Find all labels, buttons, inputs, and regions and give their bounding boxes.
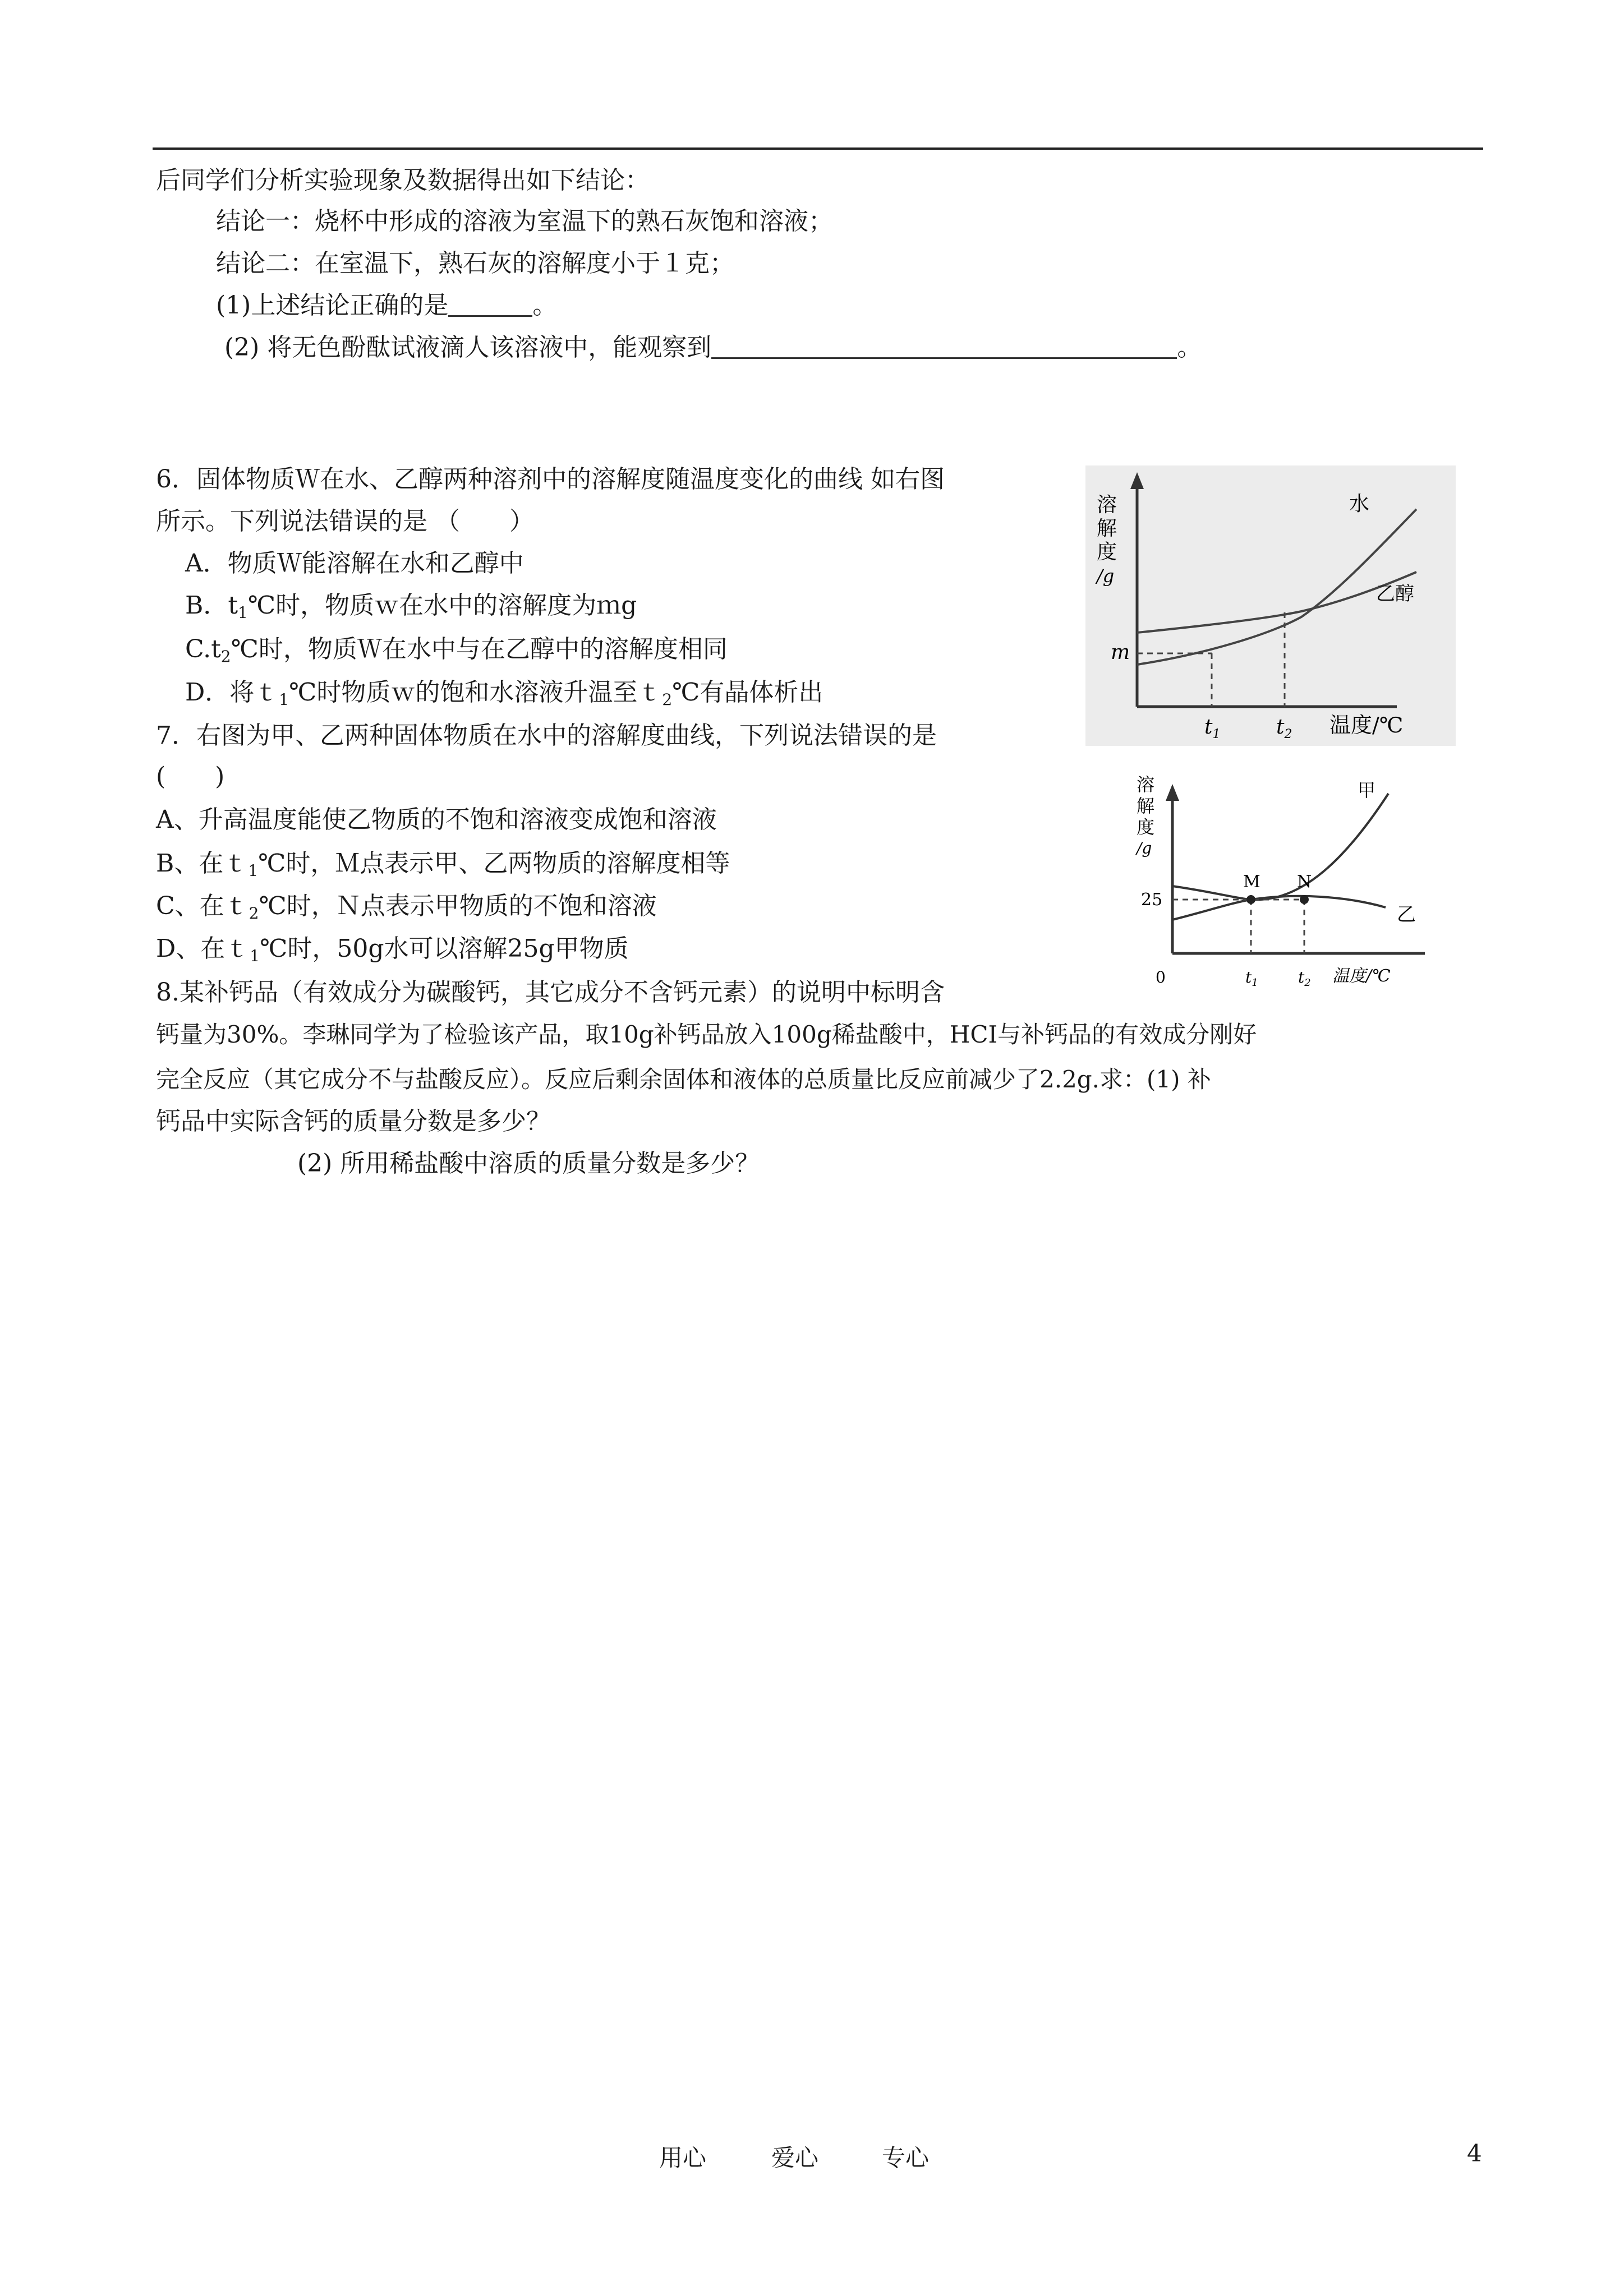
q6-water-label: 水: [1349, 492, 1370, 515]
q6-ylabel-2: 解: [1097, 517, 1117, 540]
q7-option-b-pre: B、在ｔ: [156, 849, 249, 878]
question-5-1-text: (1)上述结论正确的是: [216, 291, 449, 320]
q6-option-d-pre: D．将ｔ: [185, 678, 279, 707]
header-rule: [153, 147, 1483, 150]
q7-solubility-figure: [1133, 768, 1447, 998]
conclusion-2: 结论二：在室温下，熟石灰的溶解度小于１克；: [216, 249, 734, 278]
q7-stem-line2: ( ): [156, 762, 225, 791]
section5-intro: 后同学们分析实验现象及数据得出如下结论：: [156, 166, 650, 195]
q7-y25-label: 25: [1141, 890, 1163, 910]
question-5-2: [224, 331, 1202, 365]
answer-blank-5-1[interactable]: [448, 291, 532, 317]
answer-blank-5-2[interactable]: [711, 333, 1177, 359]
footer-slogan-2: 爱心: [771, 2144, 819, 2171]
q7-option-b: [156, 847, 730, 888]
q6-ylabel-4: /g: [1097, 565, 1115, 587]
q7-n-label: N: [1297, 872, 1312, 892]
q7-y-arrow: [1166, 784, 1179, 801]
q6-m-label: m: [1111, 641, 1130, 664]
q6-figure-background: [1085, 465, 1456, 746]
q7-stem-line1: 7．右图为甲、乙两种固体物质在水中的溶解度曲线，下列说法错误的是: [156, 721, 937, 750]
q7-option-a: A、升高温度能使乙物质的不饱和溶液变成饱和溶液: [156, 805, 717, 834]
q8-line4: 钙品中实际含钙的质量分数是多少？: [156, 1107, 551, 1136]
q6-ylabel-1: 溶: [1097, 494, 1117, 517]
footer-slogan-1: 用心: [659, 2144, 707, 2171]
q7-ylabel-3: 度: [1137, 817, 1155, 838]
q6-option-a: A．物质Ｗ能溶解在水和乙醇中: [185, 549, 524, 578]
q6-xlabel: 温度/℃: [1329, 713, 1404, 737]
q6-t1-label: $t_1$: [1204, 716, 1221, 741]
q8-line2: 钙量为30%。李琳同学为了检验该产品，取10g补钙品放入100g稀盐酸中，HCI与补钙品的有效成分刚好: [156, 1021, 1257, 1048]
q7-option-b-sub: 1: [248, 861, 259, 880]
q6-option-b-pre: B．t: [185, 591, 238, 620]
q7-option-c-sub: 2: [249, 904, 259, 923]
q7-jia-curve: [1172, 794, 1388, 900]
q7-option-d-post: ℃时，50g水可以溶解25g甲物质: [260, 934, 629, 963]
q6-option-c-pre: C.t: [185, 635, 221, 663]
q7-xlabel: 温度/℃: [1332, 966, 1391, 986]
question-5-2-text: (2) 将无色酚酞试液滴人该溶液中，能观察到: [224, 333, 712, 362]
footer-slogan-3: 专心: [882, 2144, 930, 2171]
q7-ylabel-4: /g: [1137, 839, 1152, 857]
q6-t2-label: $t_2$: [1276, 716, 1292, 741]
q6-option-b-sub: 1: [238, 603, 248, 622]
conclusion-1: 结论一：烧杯中形成的溶液为室温下的熟石灰饱和溶液；: [216, 207, 833, 236]
q6-ylabel-3: 度: [1097, 541, 1117, 564]
q6-option-d-mid: ℃时物质ｗ的饱和水溶液升温至ｔ: [289, 678, 663, 707]
q6-option-b-post: ℃时，物质ｗ在水中的溶解度为ｍg: [247, 591, 637, 620]
q8-line3: 完全反应（其它成分不与盐酸反应）。反应后剩余固体和液体的总质量比反应前减少了2.2g.求：(1) 补: [156, 1066, 1211, 1093]
q6-ethanol-label: 乙醇: [1376, 583, 1414, 605]
q7-option-b-post: ℃时，Ｍ点表示甲、乙两物质的溶解度相等: [258, 849, 730, 878]
q7-origin-label: 0: [1156, 968, 1166, 986]
q7-option-d-sub: 1: [250, 947, 260, 965]
q7-option-c-pre: C、在ｔ: [156, 892, 249, 920]
q6-option-d-post: ℃有晶体析出: [672, 678, 823, 707]
question-5-1-end: 。: [532, 291, 558, 320]
q7-jia-label: 甲: [1358, 780, 1376, 801]
q8-line5: (2) 所用稀盐酸中溶质的质量分数是多少？: [297, 1149, 760, 1178]
q7-option-c: [156, 889, 657, 930]
q7-point-m: [1246, 895, 1255, 904]
q7-option-d: [156, 932, 629, 973]
q7-t1-label: $t_1$: [1245, 968, 1258, 989]
q6-option-c-post: ℃时，物质Ｗ在水中与在乙醇中的溶解度相同: [231, 635, 728, 663]
q6-stem-line1: 6．固体物质Ｗ在水、乙醇两种溶剂中的溶解度随温度变化的曲线 如右图: [156, 465, 945, 494]
q6-option-c-sub: 2: [220, 647, 231, 666]
q7-point-n: [1300, 895, 1309, 904]
question-5-2-end: 。: [1177, 333, 1202, 362]
q6-stem-line2: 所示。下列说法错误的是 （ ）: [156, 507, 534, 536]
q6-option-d-sub1: 1: [279, 690, 289, 709]
q7-option-d-pre: D、在ｔ: [156, 934, 250, 963]
q7-t2-label: $t_2$: [1298, 968, 1311, 989]
q6-option-b: [185, 589, 637, 630]
q6-option-d-sub2: 2: [662, 690, 673, 709]
question-5-1: [216, 289, 557, 322]
q6-option-d: [185, 676, 823, 717]
q7-ylabel-2: 解: [1137, 795, 1155, 817]
q7-option-c-post: ℃时，Ｎ点表示甲物质的不饱和溶液: [259, 892, 657, 920]
q7-yi-label: 乙: [1397, 903, 1416, 926]
q7-ylabel-1: 溶: [1137, 774, 1155, 795]
q6-solubility-figure: [1085, 465, 1456, 746]
q7-m-label: M: [1243, 872, 1260, 892]
q8-line1: 8.某补钙品（有效成分为碳酸钙，其它成分不含钙元素）的说明中标明含: [156, 978, 945, 1007]
page-number: 4: [1467, 2140, 1482, 2167]
q6-option-c: [185, 633, 728, 674]
